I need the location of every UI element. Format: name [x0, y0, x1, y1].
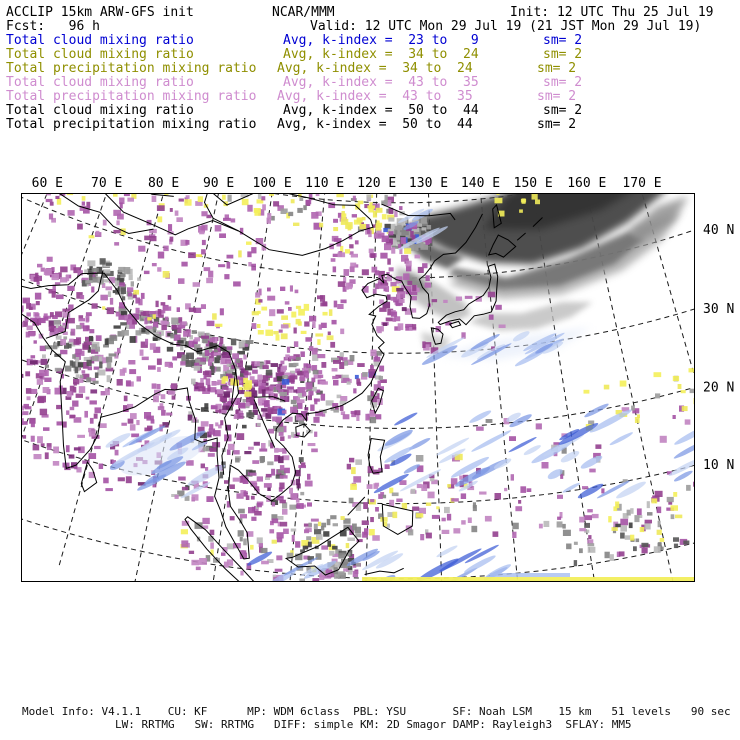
lon-label: 100 E — [252, 176, 292, 191]
field-label: Total precipitation mixing ratio — [6, 61, 257, 76]
lon-label: 110 E — [305, 176, 345, 191]
model-info-line2: LW: RRTMG SW: RRTMG DIFF: simple KM: 2D Smagor DAMP: Rayleigh3 SFLAY: MM5 — [115, 718, 632, 731]
field-stat: Avg, k-index = 34 to 24 — [277, 61, 473, 76]
field-label: Total cloud mixing ratio — [6, 103, 194, 118]
field-smooth: sm= 2 — [543, 75, 583, 90]
field-stat: Avg, k-index = 43 to 35 — [283, 75, 479, 90]
fcst-hour: Fcst: 96 h — [6, 19, 100, 34]
lat-label: 30 N — [703, 301, 735, 317]
field-smooth: sm= 2 — [543, 103, 583, 118]
field-stat: Avg, k-index = 50 to 44 — [283, 103, 479, 118]
field-smooth: sm= 2 — [537, 117, 577, 132]
field-smooth: sm= 2 — [537, 89, 577, 104]
lon-label: 80 E — [147, 176, 180, 191]
field-stat: Avg, k-index = 34 to 24 — [283, 47, 479, 62]
valid-time: Valid: 12 UTC Mon 29 Jul 19 (21 JST Mon 29 Jul 19) — [310, 19, 702, 34]
field-label: Total precipitation mixing ratio — [6, 117, 257, 132]
lat-label: 40 N — [703, 222, 735, 238]
lon-label: 90 E — [202, 176, 235, 191]
lat-label: 10 N — [703, 458, 735, 474]
model-info-line1: Model Info: V4.1.1 CU: KF MP: WDM 6class PBL: YSU SF: Noah LSM 15 km 51 levels 90 sec — [22, 705, 731, 718]
plot-title: ACCLIP 15km ARW-GFS init — [6, 5, 194, 20]
lon-label: 140 E — [460, 176, 501, 191]
field-stat: Avg, k-index = 50 to 44 — [277, 117, 473, 132]
field-label: Total cloud mixing ratio — [6, 33, 194, 48]
field-smooth: sm= 2 — [537, 61, 577, 76]
field-stat: Avg, k-index = 43 to 35 — [277, 89, 473, 104]
org-label: NCAR/MMM — [272, 5, 335, 20]
field-smooth: sm= 2 — [543, 33, 583, 48]
init-time: Init: 12 UTC Thu 25 Jul 19 — [510, 5, 714, 20]
lat-label: 20 N — [703, 380, 735, 396]
lon-label: 120 E — [357, 176, 397, 191]
lon-label: 70 E — [91, 176, 123, 191]
field-label: Total cloud mixing ratio — [6, 75, 194, 90]
field-label: Total cloud mixing ratio — [6, 47, 194, 62]
lon-label: 130 E — [408, 176, 449, 191]
field-stat: Avg, k-index = 23 to 9 — [283, 33, 479, 48]
field-smooth: sm= 2 — [543, 47, 583, 62]
lon-label: 170 E — [622, 176, 662, 191]
lon-label: 160 E — [567, 176, 607, 191]
field-label: Total precipitation mixing ratio — [6, 89, 257, 104]
lon-label: 150 E — [513, 176, 553, 191]
lon-label: 60 E — [31, 176, 63, 191]
